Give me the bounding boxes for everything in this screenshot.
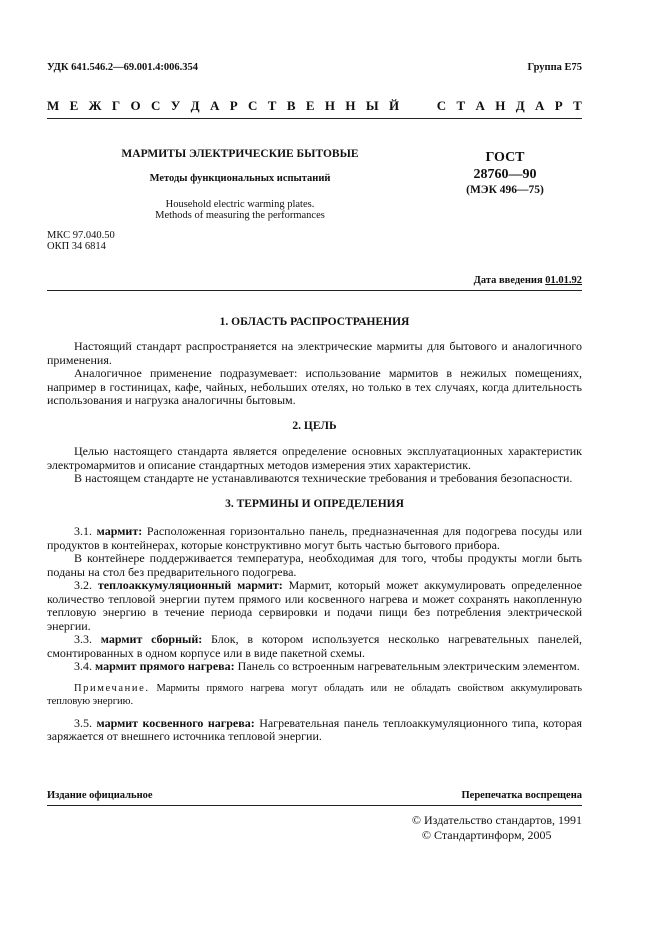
- banner-letter: Р: [554, 98, 563, 113]
- term-3-3: [47, 633, 582, 660]
- banner-letter: Н: [495, 98, 506, 113]
- term-3-2-number: 3.2.: [74, 578, 92, 592]
- banner-letter: С: [248, 98, 258, 113]
- group-code: Группа Е75: [527, 62, 582, 73]
- banner-letter: Ы: [365, 98, 379, 113]
- term-3-3-definition: Блок, в котором используется несколько нагревательных панелей, смонтированных в одном корпусе или в виде пакетной схемы.: [47, 632, 583, 660]
- term-3-2: [47, 579, 582, 633]
- term-3-5-name: мармит косвенного нагрева:: [96, 715, 255, 730]
- section-1-paragraph-2: Аналогичное применение подразумевает: использование мармитов в нежилых помещениях, например в гостиницах, кафе, чайных, небольших отелях, но только в тех случаях, когда длительность использования и нагрузка аналогичны бытовым.: [47, 366, 582, 407]
- banner-letter: Т: [456, 98, 466, 113]
- iec-reference: (МЭК 496—75): [466, 184, 544, 196]
- term-3-5: [47, 717, 582, 744]
- copyright-line-2: © Стандартинформ, 2005: [421, 828, 552, 842]
- effective-date-label: Дата введения: [473, 275, 543, 286]
- term-3-2-name: теплоаккумуляционный мармит:: [97, 578, 283, 592]
- banner-letter: Т: [573, 98, 582, 113]
- effective-date-value: 01.01.92: [545, 275, 582, 286]
- banner-letter: Е: [305, 98, 315, 113]
- section-1-title: 1. ОБЛАСТЬ РАСПРОСТРАНЕНИЯ: [219, 316, 410, 328]
- standard-title: МАРМИТЫ ЭЛЕКТРИЧЕСКИЕ БЫТОВЫЕ: [121, 148, 359, 160]
- banner-letter: Й: [388, 98, 400, 113]
- section-1-paragraph-1: Настоящий стандарт распространяется на электрические мармиты для бытового и аналогичного применения.: [47, 339, 582, 367]
- banner-letter: [423, 98, 426, 114]
- official-edition-label: Издание официальное: [47, 790, 153, 801]
- section-2-body: [47, 445, 582, 486]
- section-2-paragraph-2: В настоящем стандарте не устанавливаются технические требования и требования безопасности.: [74, 471, 573, 485]
- term-3-4-definition: Панель со встроенным нагревательным электрическим элементом.: [237, 659, 580, 673]
- term-3-1: [47, 525, 582, 552]
- standard-subtitle: Методы функциональных испытаний: [149, 173, 331, 184]
- section-2-title: 2. ЦЕЛЬ: [292, 420, 337, 432]
- udk-code: УДК 641.546.2—69.001.4:006.354: [47, 62, 198, 73]
- gost-label: ГОСТ: [485, 150, 525, 165]
- banner-letter: Д: [190, 98, 200, 113]
- term-3-1-extra: В контейнере поддерживается температура, необходимая для того, чтобы продукты могли быть поданы на стол без предварительного подогрева.: [47, 551, 582, 579]
- reprint-prohibited-label: Перепечатка воспрещена: [461, 790, 582, 801]
- section-3-body: [47, 525, 582, 744]
- note-paragraph: [47, 682, 582, 709]
- term-3-4: [47, 660, 582, 674]
- banner-letter: О: [130, 98, 141, 113]
- term-3-1-name: мармит:: [96, 524, 143, 538]
- copyright-line-1: © Издательство стандартов, 1991: [411, 813, 582, 827]
- header-bar: [47, 62, 582, 73]
- term-3-5-definition: Нагревательная панель теплоаккумуляционного типа, которая заряжается от внешнего источника тепловой энергии.: [47, 715, 583, 743]
- term-3-2-definition: Мармит, который может аккумулировать определенное количество тепловой энергии путем прямого или косвенного нагрева и может сохранять накопленную тепловую энергию в течение периода сервировки и подачи пищи без потребления электрической энергии.: [47, 578, 583, 633]
- banner-letter: А: [535, 98, 545, 113]
- banner-letter: [409, 98, 412, 114]
- note-text: Мармиты прямого нагрева могут обладать или не обладать свойством аккумулировать тепловую энергию.: [47, 682, 582, 707]
- banner-letter: Г: [111, 98, 121, 113]
- term-3-1-number: 3.1.: [74, 524, 92, 538]
- term-3-5-number: 3.5.: [74, 715, 92, 730]
- banner-letter: Н: [324, 98, 336, 113]
- section-3-title: 3. ТЕРМИНЫ И ОПРЕДЕЛЕНИЯ: [225, 498, 404, 510]
- interstate-standard-banner: [47, 98, 582, 114]
- effective-date-line: [474, 275, 582, 286]
- banner-letter: У: [170, 98, 181, 113]
- english-title-line-2: Methods of measuring the performances: [155, 210, 325, 221]
- banner-letter: А: [475, 98, 485, 113]
- note-label: Примечание.: [74, 682, 150, 694]
- footer-divider: [47, 805, 582, 806]
- banner-letter: Ж: [88, 98, 102, 113]
- section-1-body: [47, 340, 582, 408]
- mks-code: МКС 97.040.50: [47, 230, 115, 241]
- okp-code: ОКП 34 6814: [47, 241, 106, 252]
- banner-letter: Е: [69, 98, 79, 113]
- term-3-1-definition: Расположенная горизонтально панель, предназначенная для подогрева посуды или продуктов в контейнерах, которые конструктивно могут быть частью бытового прибора.: [47, 524, 583, 552]
- banner-letter: С: [151, 98, 161, 113]
- banner-letter: С: [436, 98, 447, 113]
- header-divider: [47, 118, 582, 119]
- english-title-line-1: Household electric warming plates.: [165, 199, 315, 210]
- banner-letter: Р: [229, 98, 238, 113]
- section-2-paragraph-1: Целью настоящего стандарта является определение основных эксплуатационных характеристик электромармитов и описание стандартных методов измерения этих характеристик.: [47, 444, 582, 472]
- term-3-3-name: мармит сборный:: [100, 632, 203, 646]
- term-3-4-name: мармит прямого нагрева:: [95, 659, 235, 673]
- banner-letter: Н: [345, 98, 356, 113]
- banner-letter: А: [209, 98, 220, 113]
- copyright-block: [412, 813, 582, 843]
- term-3-4-number: 3.4.: [74, 659, 92, 673]
- banner-letter: Т: [267, 98, 277, 113]
- term-3-3-number: 3.3.: [74, 632, 92, 646]
- banner-letter: М: [47, 98, 60, 113]
- banner-letter: Д: [515, 98, 525, 113]
- gost-number: 28760—90: [473, 167, 537, 182]
- banner-letter: В: [286, 98, 296, 113]
- title-divider: [47, 290, 582, 291]
